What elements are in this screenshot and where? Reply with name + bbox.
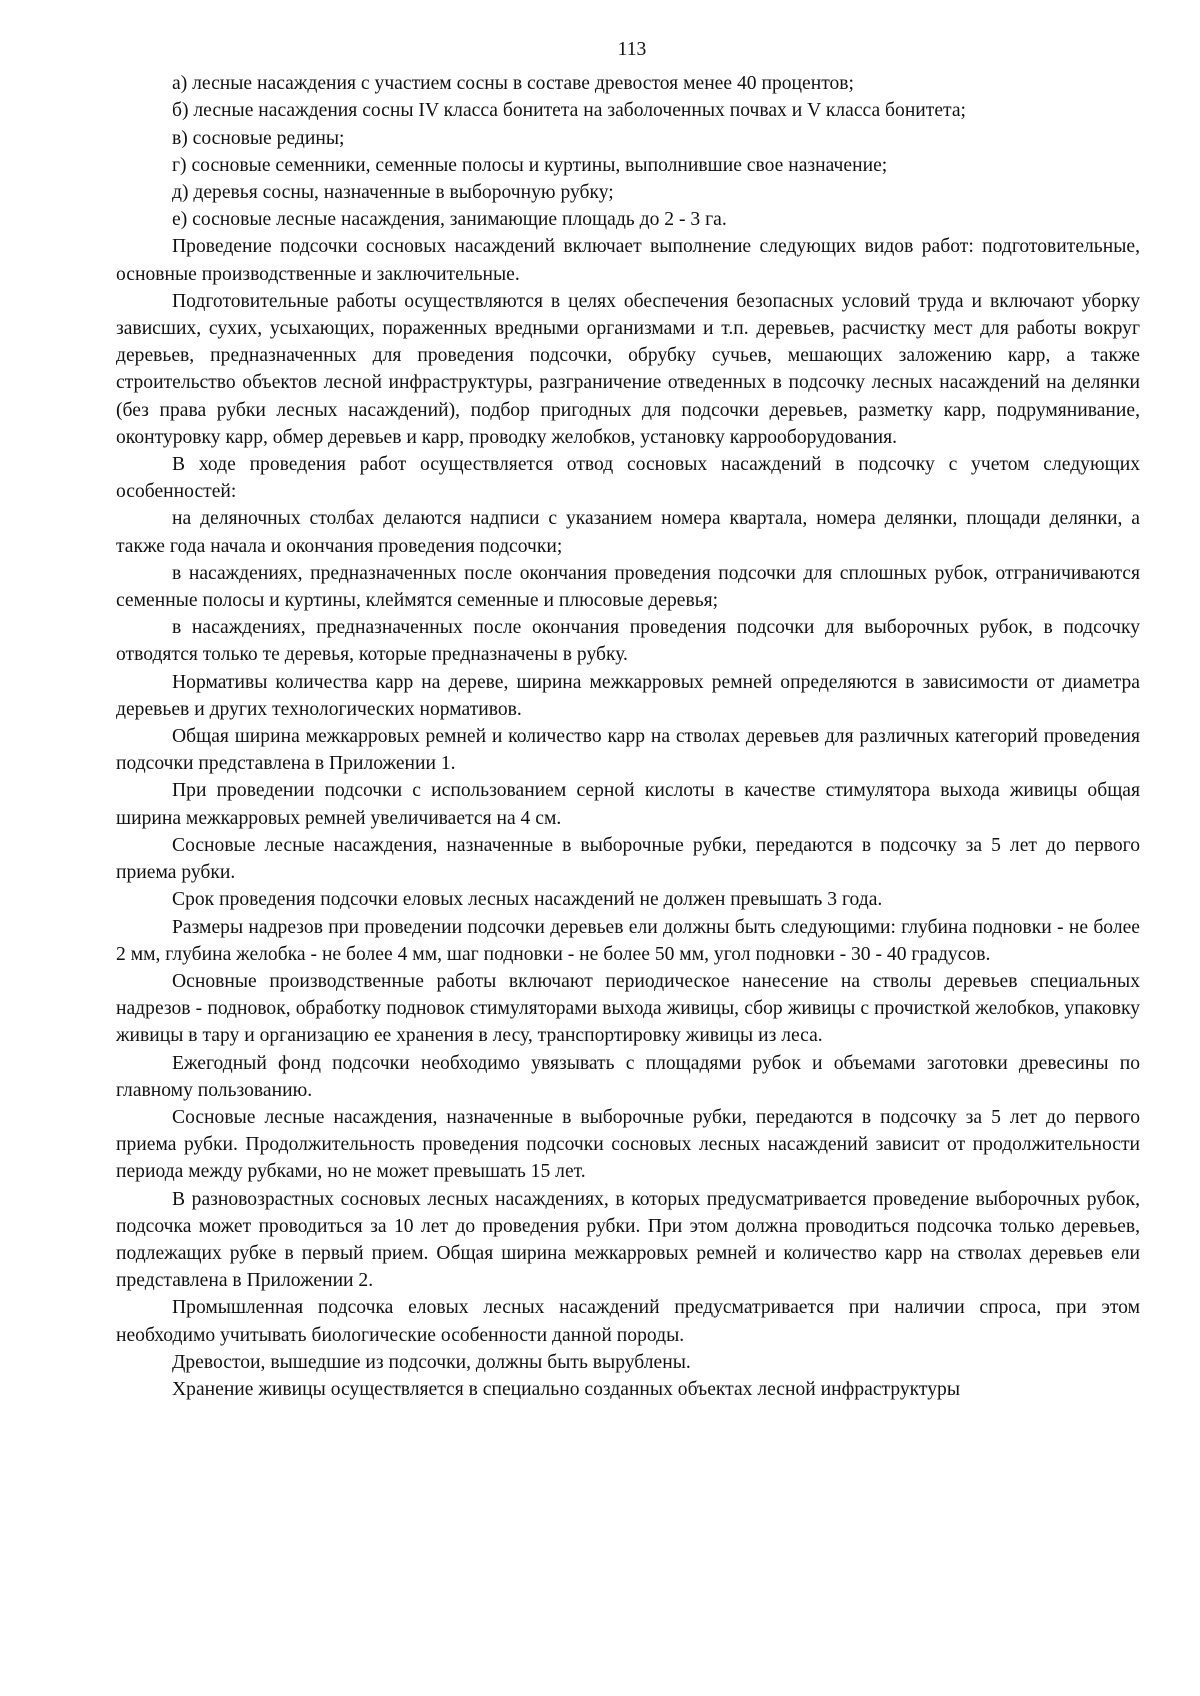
paragraph-five-years: Сосновые лесные насаждения, назначенные в выборочные рубки, передаются в подсочку за 5 лет до первого приема рубки.: [116, 834, 1140, 884]
paragraph-item-b: б) лесные насаждения сосны IV класса бонитета на заболоченных почвах и V класса бонитета;: [172, 100, 966, 122]
paragraph-item-e: е) сосновые лесные насаждения, занимающие площадь до 2 - 3 га.: [172, 209, 727, 231]
paragraph-annual-fund: Ежегодный фонд подсочки необходимо увязывать с площадями рубок и объемами заготовки древесины по главному пользованию.: [116, 1052, 1140, 1101]
paragraph-allotment-features: В ходе проведения работ осуществляется отвод сосновых насаждений в подсочку с учетом следующих особенностей:: [116, 454, 1140, 503]
paragraph-sulfuric-acid: При проведении подсочки с использованием серной кислоты в качестве стимулятора выхода живицы общая ширина межкарровых ремней увеличивается на 4 см.: [116, 780, 1140, 829]
paragraph-item-a: а) лесные насаждения с участием сосны в составе древостоя менее 40 процентов;: [172, 73, 855, 95]
paragraph-clear-cutting: в насаждениях, предназначенных после окончания проведения подсочки для сплошных рубок, отграничиваются семенные полосы и куртины, клеймятся семенные и плюсовые деревья;: [116, 562, 1140, 612]
paragraph-duration: Сосновые лесные насаждения, назначенные в выборочные рубки, передаются в подсочку за 5 лет до первого приема рубки. Продолжительность проведения подсочки сосновых лесных насаждений зависит от продолжительности периода между рубками, но не может превышать 15 лет.: [116, 1106, 1140, 1183]
page-number: 113: [617, 39, 647, 60]
paragraph-industrial-spruce: Промышленная подсочка еловых лесных насаждений предусматривается при наличии спроса, при этом необходимо учитывать биологические особенности данной породы.: [116, 1297, 1140, 1346]
paragraph-spruce-term: Срок проведения подсочки еловых лесных насаждений не должен превышать 3 года.: [172, 889, 883, 911]
paragraph-main-works: Основные производственные работы включают периодическое нанесение на стволы деревьев специальных надрезов - подновок, обработку подновок стимуляторами выхода живицы, сбор живицы с прочисткой желобков, упаковку живицы в тару и организацию ее хранения в лесу, транспортировку живицы из леса.: [116, 970, 1140, 1047]
paragraph-cut-sizes: Размеры надрезов при проведении подсочки деревьев ели должны быть следующими: глубина подновки - не более 2 мм, глубина желобка - не более 4 мм, шаг подновки - не более 50 мм, угол подновки - 30 - 40 градусов.: [116, 916, 1140, 965]
paragraph-work-types: Проведение подсочки сосновых насаждений включает выполнение следующих видов работ: подготовительные, основные производственные и заключительные.: [116, 236, 1140, 285]
paragraph-uneven-aged: В разновозрастных сосновых лесных насаждениях, в которых предусматривается проведение выборочных рубок, подсочка может проводиться за 10 лет до проведения рубки. При этом должна проводиться подсочка только деревьев, подлежащих рубке в первый прием. Общая ширина межкарровых ремней и количество карр на стволах деревьев ели представлена в Приложении 2.: [116, 1188, 1140, 1292]
paragraph-item-v: в) сосновые редины;: [172, 127, 345, 149]
paragraph-standards: Нормативы количества карр на дереве, ширина межкарровых ремней определяются в зависимости от диаметра деревьев и других технологических нормативов.: [116, 671, 1140, 720]
paragraph-item-g: г) сосновые семенники, семенные полосы и куртины, выполнившие свое назначение;: [172, 154, 888, 176]
paragraph-plot-posts: на деляночных столбах делаются надписи с указанием номера квартала, номера делянки, площади делянки, а также года начала и окончания проведения подсочки;: [116, 508, 1140, 557]
paragraph-felling: Древостои, вышедшие из подсочки, должны быть вырублены.: [172, 1351, 691, 1373]
paragraph-preparatory-works: Подготовительные работы осуществляются в целях обеспечения безопасных условий труда и включают уборку зависших, сухих, усыхающих, пораженных вредными организмами и т.п. деревьев, расчистку мест для работы вокруг деревьев, предназначенных для проведения подсочки, обрубку сучьев, мешающих заложению карр, а также строительство объектов лесной инфраструктуры, разграничение отведенных в подсочку лесных насаждений на делянки (без права рубки лесных насаждений), подбор пригодных для подсочки деревьев, разметку карр, подрумянивание, оконтуровку карр, обмер деревьев и карр, проводку желобков, установку каррооборудования.: [116, 290, 1140, 448]
paragraph-appendix-1: Общая ширина межкарровых ремней и количество карр на стволах деревьев для различных категорий проведения подсочки представлена в Приложении 1.: [116, 726, 1140, 775]
paragraph-selective-cutting: в насаждениях, предназначенных после окончания проведения подсочки для выборочных рубок, в подсочку отводятся только те деревья, которые предназначены в рубку.: [116, 617, 1140, 666]
paragraph-storage: Хранение живицы осуществляется в специально созданных объектах лесной инфраструктуры: [172, 1378, 960, 1400]
paragraph-item-d: д) деревья сосны, назначенные в выборочную рубку;: [172, 182, 614, 204]
